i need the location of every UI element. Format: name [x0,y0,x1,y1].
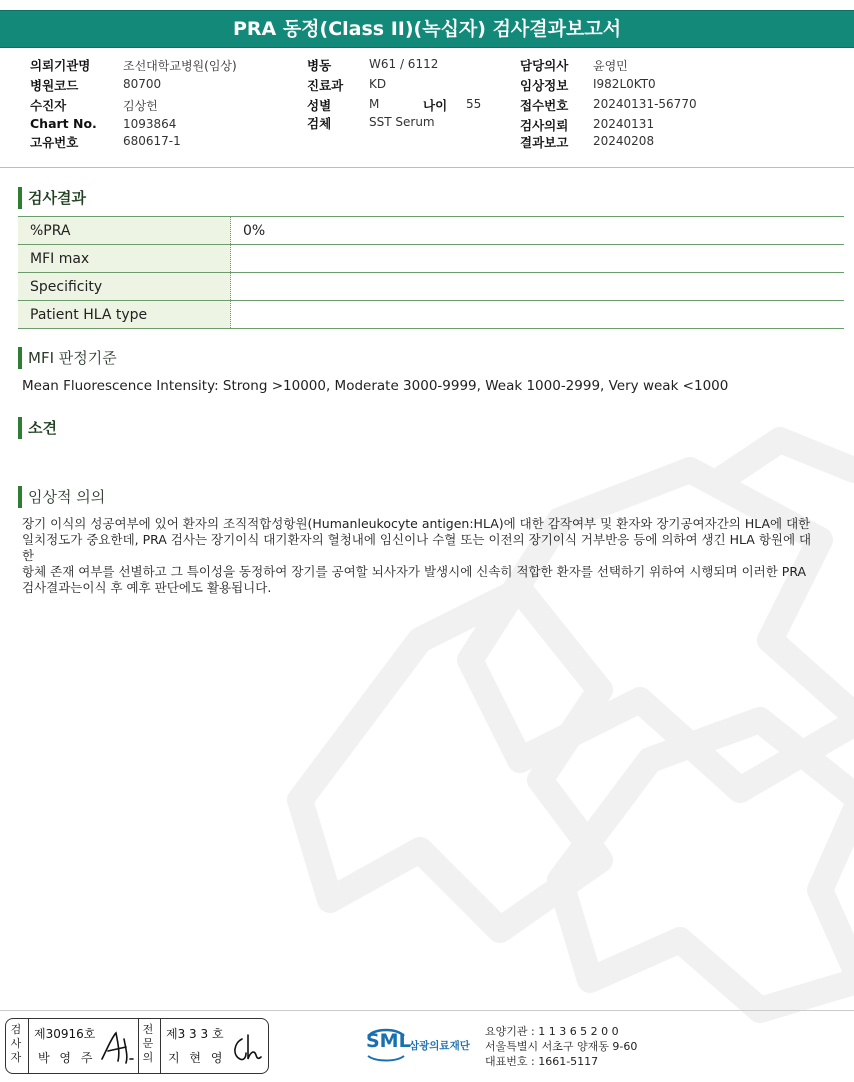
sml-logo [364,1024,480,1064]
result-key: MFI max [18,245,231,273]
receipt-label: 접수번호 [520,98,569,113]
specialist-license-no: 제3 3 3 호 [166,1027,224,1041]
examiner-name: 박 영 주 [38,1051,96,1065]
result-value: 0% [231,217,845,245]
examiner-license-no: 제30916호 [34,1027,96,1041]
sml-logo-text: SML [366,1030,411,1052]
unique-no-value: 680617-1 [123,134,181,148]
section-title-opinion: 소견 [18,417,57,439]
specimen-label: 검체 [307,116,332,131]
meaning-line: 검사결과는이식 후 예후 판단에도 활용됩니다. [22,580,272,595]
dept-value: KD [369,77,387,91]
organization-address: 서울특별시 서초구 양재동 9-60 [485,1040,638,1053]
report-date-value: 20240208 [593,134,655,148]
clinical-meaning-text [22,516,822,596]
clinical-value: I982L0KT0 [593,77,656,91]
meaning-line: 장기 이식의 성공여부에 있어 환자의 조직적합성항원(Humanleukocyte antigen:HLA)에 대한 감작여부 및 환자와 장기공여자간의 HLA에 대한 [22,516,811,531]
dept-label: 진료과 [307,78,344,93]
facility-code: 요양기관 : 1 1 3 6 5 2 0 0 [485,1025,619,1038]
organization-phone: 대표번호 : 1661-5117 [485,1055,599,1068]
meaning-line: 일치정도가 중요한데, PRA 검사는 장기이식 대기환자의 혈청내에 임신이나 수혈 또는 이전의 장기이식 거부반응 등에 의하여 생긴 HLA 항원에 대한 [22,532,812,563]
specialist-signature-icon [228,1031,266,1065]
meaning-line: 항체 존재 여부를 선별하고 그 특이성을 동정하여 장기를 공여할 뇌사자가 발생시에 신속히 적합한 환자를 선택하기 위하여 시행되며 이러한 PRA [22,564,807,579]
examiner-vertical-label: 검 사 자 [10,1023,22,1064]
result-row [18,217,844,245]
info-divider [0,167,854,168]
organization-contact [485,1024,637,1069]
result-row [18,273,844,301]
request-value: 20240131 [593,117,655,131]
mfi-criteria-text: Mean Fluorescence Intensity: Strong >10000, Moderate 3000-9999, Weak 1000-2999, Very weak <1000 [22,378,729,394]
result-value [231,245,845,273]
chart-no-value: 1093864 [123,117,177,131]
result-row [18,301,844,329]
receipt-value: 20240131-56770 [593,97,697,111]
result-table [18,216,844,329]
sex-value: M [369,97,380,111]
section-title-mfi: MFI 판정기준 [18,347,117,369]
doctor-label: 담당의사 [520,58,569,73]
result-value [231,301,845,329]
age-label: 나이 [423,98,448,113]
patient-value: 김상헌 [123,99,158,113]
chart-no-label: Chart No. [30,116,97,131]
organization-name: 삼광의료재단 [409,1040,470,1052]
result-key: Patient HLA type [18,301,231,329]
unique-no-label: 고유번호 [30,135,79,150]
request-label: 검사의뢰 [520,118,569,133]
report-title: PRA 동정(Class II)(녹십자) 검사결과보고서 [0,10,854,48]
examiner-signature-icon [98,1029,138,1067]
result-row [18,245,844,273]
ward-value: W61 / 6112 [369,57,439,71]
signature-box [5,1018,269,1074]
ward-label: 병동 [307,58,332,73]
specialist-name: 지 현 영 [168,1051,226,1065]
specialist-vertical-label: 전 문 의 [142,1023,154,1064]
result-key: Specificity [18,273,231,301]
section-title-result: 검사결과 [18,187,86,209]
sex-label: 성별 [307,98,332,113]
patient-info-block [0,56,854,166]
result-key: %PRA [18,217,231,245]
footer-divider [0,1010,854,1011]
hospital-code-label: 병원코드 [30,78,79,93]
result-value [231,273,845,301]
section-title-meaning: 임상적 의의 [18,486,105,508]
doctor-value: 윤영민 [593,59,628,73]
institution-label: 의뢰기관명 [30,58,91,73]
hospital-code-value: 80700 [123,77,162,91]
age-value: 55 [466,97,482,111]
report-date-label: 결과보고 [520,135,569,150]
institution-value: 조선대학교병원(임상) [123,59,237,73]
patient-label: 수진자 [30,98,67,113]
specimen-value: SST Serum [369,115,435,129]
clinical-label: 임상정보 [520,78,569,93]
